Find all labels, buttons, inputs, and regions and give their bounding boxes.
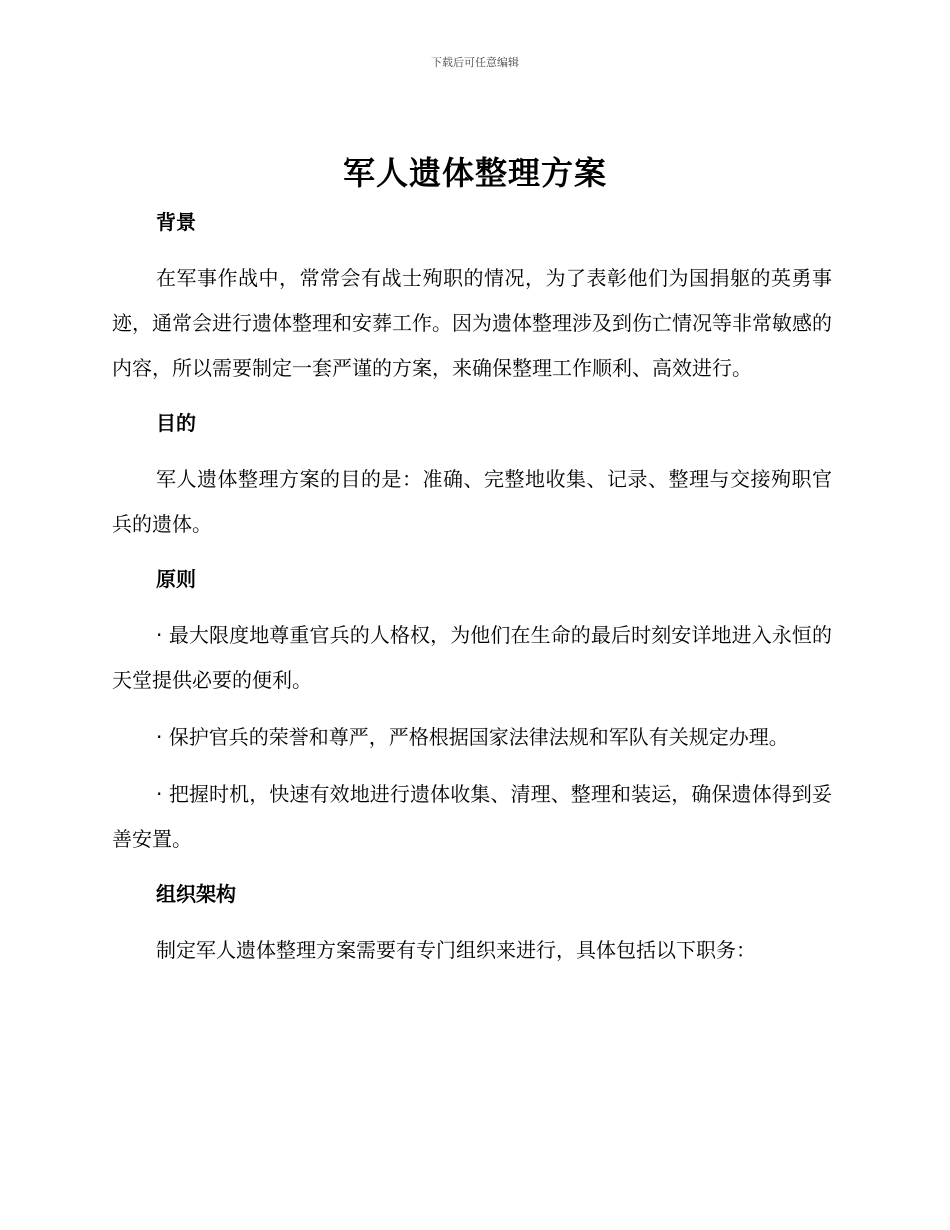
principle-item: · 保护官兵的荣誉和尊严，严格根据国家法律法规和军队有关规定办理。: [156, 725, 789, 749]
document-title: 军人遗体整理方案: [342, 154, 607, 192]
organization-paragraph: 制定军人遗体整理方案需要有专门组织来进行，具体包括以下职务：: [156, 938, 756, 962]
section-heading-background: 背景: [156, 210, 196, 234]
principle-item: · 最大限度地尊重官兵的人格权，为他们在生命的最后时刻安详地进入永恒的天堂提供必要的便利。: [112, 623, 832, 692]
purpose-paragraph: 军人遗体整理方案的目的是：准确、完整地收集、记录、整理与交接殉职官兵的遗体。: [112, 467, 832, 536]
document-body: [112, 202, 832, 973]
section-heading-purpose: 目的: [156, 411, 196, 435]
background-paragraph: 在军事作战中，常常会有战士殉职的情况，为了表彰他们为国捐躯的英勇事迹，通常会进行遗体整理和安葬工作。因为遗体整理涉及到伤亡情况等非常敏感的内容，所以需要制定一套严谨的方案，来确保整理工作顺利、高效进行。: [112, 266, 832, 380]
page-header-note: 下载后可任意编辑: [431, 56, 519, 69]
principle-item: · 把握时机，快速有效地进行遗体收集、清理、整理和装运，确保遗体得到妥善安置。: [112, 782, 832, 851]
section-heading-organization: 组织架构: [156, 882, 236, 906]
section-heading-principles: 原则: [156, 567, 196, 591]
